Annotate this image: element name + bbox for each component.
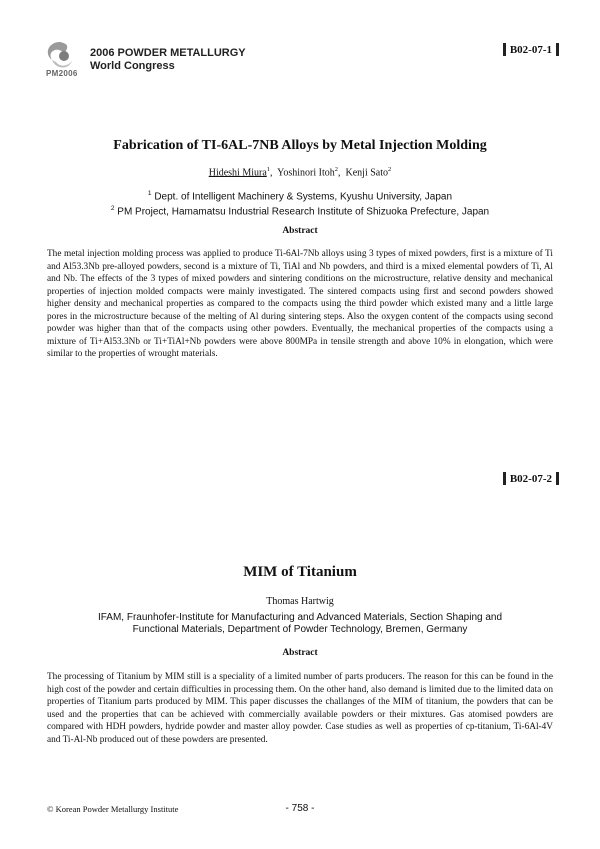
conference-line-2: World Congress <box>90 60 175 72</box>
paper-code: B02-07-2 <box>509 472 552 485</box>
affiliation-sup: 1 <box>147 190 152 197</box>
affiliation-list <box>0 188 600 219</box>
author-sup: 2 <box>388 166 392 173</box>
logo-text: PM2006 <box>46 69 78 78</box>
footer-copyright: © Korean Powder Metallurgy Institute <box>47 804 179 814</box>
paper-code-badge <box>503 43 559 56</box>
conference-line-1: 2006 POWDER METALLURGY <box>90 47 246 59</box>
affiliation <box>0 188 600 203</box>
affiliation-line: Functional Materials, Department of Powder Technology, Bremen, Germany <box>132 624 468 635</box>
page-number: - 758 - <box>285 803 315 814</box>
author-sup: 2 <box>334 166 339 173</box>
author-name: Thomas Hartwig <box>266 596 334 607</box>
affiliation <box>0 203 600 218</box>
affiliation-text: Dept. of Intelligent Machinery & Systems, Kyushu University, Japan <box>154 191 453 203</box>
author-name: Hideshi Miura <box>208 167 267 179</box>
author-sup: 1 <box>266 166 271 173</box>
code-bar-left <box>503 43 506 56</box>
paper-title: MIM of Titanium <box>243 564 357 580</box>
author-name: Kenji Sato <box>345 167 389 179</box>
author-list: Hideshi Miura$^1$, Yoshinori Itoh$^2$, Kenji Sato$^2$ <box>208 166 392 179</box>
conference-name <box>90 47 246 73</box>
paper-code: B02-07-1 <box>509 43 552 56</box>
code-bar-left <box>503 472 506 485</box>
abstract-text: The metal injection molding process was applied to produce Ti-6Al-7Nb alloys using 3 types of mixed powders, first is a mixture of Ti and Al53.3Nb pre-alloyed powders, second is a mixture of Ti, TiAl and Nb powders, and third is a mixed elemental powders of Ti, Al and Nb. The effects of the 3 types of mixed powders and sintering conditions on the microstructure, relative density and mechanical properties of injection molded compacts were mainly investigated. The sintered compacts using first and second powders showed higher density and mechanical properties as compared to the compacts using the third powder which existed many and a little large pores in the microstructure because of the melting of Al during sintering steps. Also the oxygen content of the compacts using second powder was higher than that of the compacts using other powders. Eventually, the mechanical properties of the compacts using a mixture of Ti+Al53.3Nb or Ti+TiAl+Nb powders were above 800MPa in tensile strength and above 10% in elongation, which were similar to the properties of wrought materials. <box>47 249 553 359</box>
paper-code-badge <box>503 472 559 485</box>
abstract-heading: Abstract <box>282 648 318 658</box>
code-bar-right <box>556 472 559 485</box>
affiliation-text: PM Project, Hamamatsu Industrial Research Institute of Shizuoka Prefecture, Japan <box>117 206 490 218</box>
author-name: Yoshinori Itoh <box>277 167 335 179</box>
abstract-heading: Abstract <box>282 226 318 236</box>
affiliation-list <box>0 612 600 636</box>
affiliation-line: IFAM, Fraunhofer-Institute for Manufacturing and Advanced Materials, Section Shaping and <box>97 612 503 623</box>
affiliation-sup: 2 <box>110 205 115 213</box>
paper-title: Fabrication of TI-6AL-7NB Alloys by Metal Injection Molding <box>113 138 487 153</box>
code-bar-right <box>556 43 559 56</box>
abstract-text: The processing of Titanium by MIM still is a speciality of a limited number of parts producers. The reason for this can be found in the high cost of the powder and certain difficulties in processing them. On the other hand, also demand is limited due to the limited data on properties of Titanium parts produced by MIM. This paper discusses the challanges of the MIM of titanium, the powders that can be used and the properties that can be achieved with commercially available powders or their mixtures. Gas atomised powders are compared with HDH powders, hydride powder and master alloy powder. Case studies as well as properties of cp-titanium, Ti-6Al-4V and Ti-Al-Nb produced out of these powders are presented. <box>47 672 553 745</box>
